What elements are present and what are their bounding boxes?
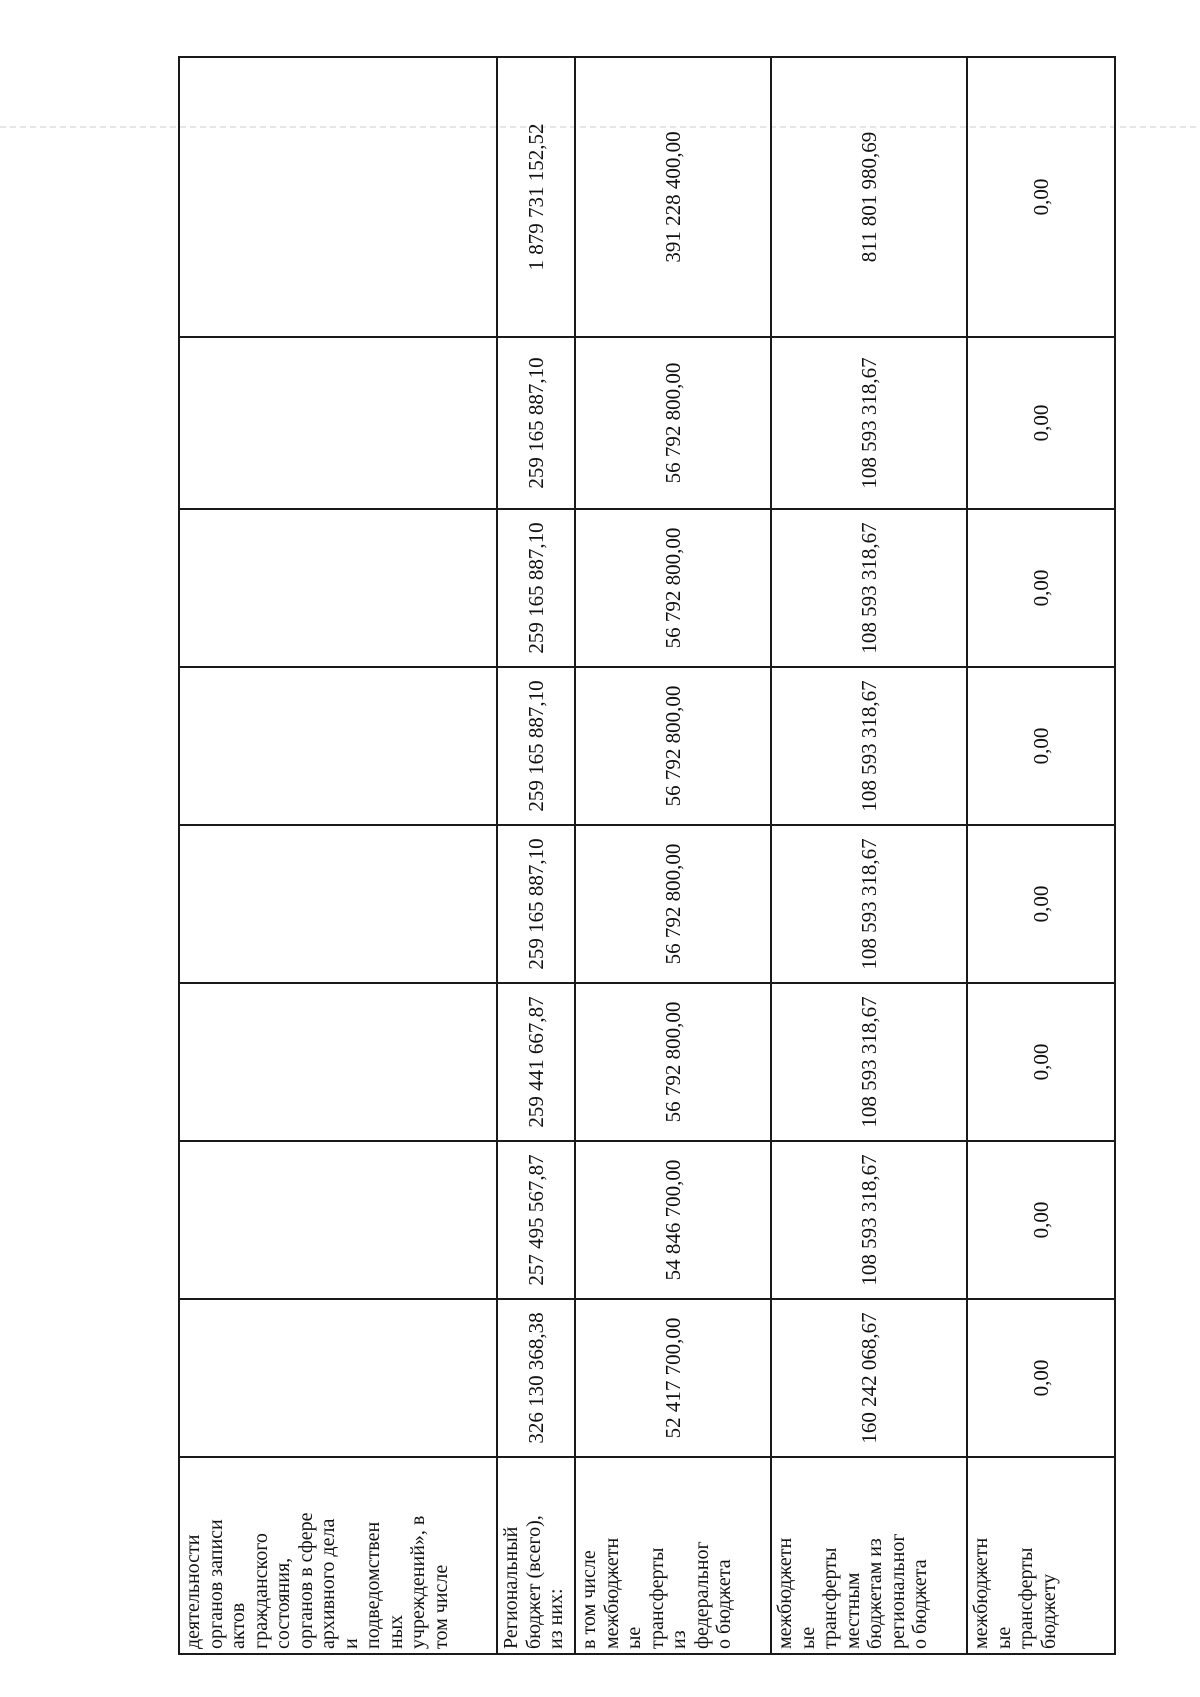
value-cell: 54 846 700,00 [575,1141,771,1299]
value-cell: 259 165 887,10 [497,337,575,509]
value-cell: 108 593 318,67 [771,983,967,1141]
value-cell: 0,00 [967,667,1115,825]
value-cell: 108 593 318,67 [771,1141,967,1299]
value-cell: 0,00 [967,1299,1115,1457]
value-cell: 257 495 567,87 [497,1141,575,1299]
value-cell [179,57,497,337]
value-cell [179,825,497,983]
value-cell: 108 593 318,67 [771,667,967,825]
row-label: Региональный бюджет (всего), из них: [497,1457,575,1654]
value-cell: 52 417 700,00 [575,1299,771,1457]
value-cell: 0,00 [967,57,1115,337]
value-cell: 259 165 887,10 [497,509,575,667]
value-cell: 391 228 400,00 [575,57,771,337]
value-cell: 326 130 368,38 [497,1299,575,1457]
value-cell [179,1141,497,1299]
row-label: в том числе межбюджетн ые трансферты из федеральног о бюджета [575,1457,771,1654]
value-cell [179,983,497,1141]
value-cell: 0,00 [967,825,1115,983]
table-row [771,57,967,1654]
row-label: деятельности органов записи актов гражданского состояния, органов в сфере архивного дела и подведомствен ных учреждений», в том числе [179,1457,497,1654]
row-label: межбюджетн ые трансферты местным бюджетам из региональног о бюджета [771,1457,967,1654]
table-row [967,57,1115,1654]
value-cell [179,337,497,509]
value-cell: 0,00 [967,509,1115,667]
value-cell: 56 792 800,00 [575,667,771,825]
value-cell: 259 165 887,10 [497,825,575,983]
value-cell: 108 593 318,67 [771,825,967,983]
value-cell: 811 801 980,69 [771,57,967,337]
value-cell [179,509,497,667]
table-row [497,57,575,1654]
row-label: межбюджетн ые трансферты бюджету [967,1457,1115,1654]
value-cell: 0,00 [967,983,1115,1141]
value-cell: 56 792 800,00 [575,509,771,667]
value-cell: 1 879 731 152,52 [497,57,575,337]
value-cell: 0,00 [967,1141,1115,1299]
value-cell [179,1299,497,1457]
value-cell: 108 593 318,67 [771,337,967,509]
value-cell: 0,00 [967,337,1115,509]
value-cell: 108 593 318,67 [771,509,967,667]
value-cell: 259 165 887,10 [497,667,575,825]
rotated-table-container [178,58,1114,1655]
table-row [179,57,497,1654]
value-cell: 160 242 068,67 [771,1299,967,1457]
budget-table [178,56,1116,1655]
value-cell: 56 792 800,00 [575,337,771,509]
value-cell: 259 441 667,87 [497,983,575,1141]
table-row [575,57,771,1654]
value-cell: 56 792 800,00 [575,825,771,983]
value-cell [179,667,497,825]
value-cell: 56 792 800,00 [575,983,771,1141]
